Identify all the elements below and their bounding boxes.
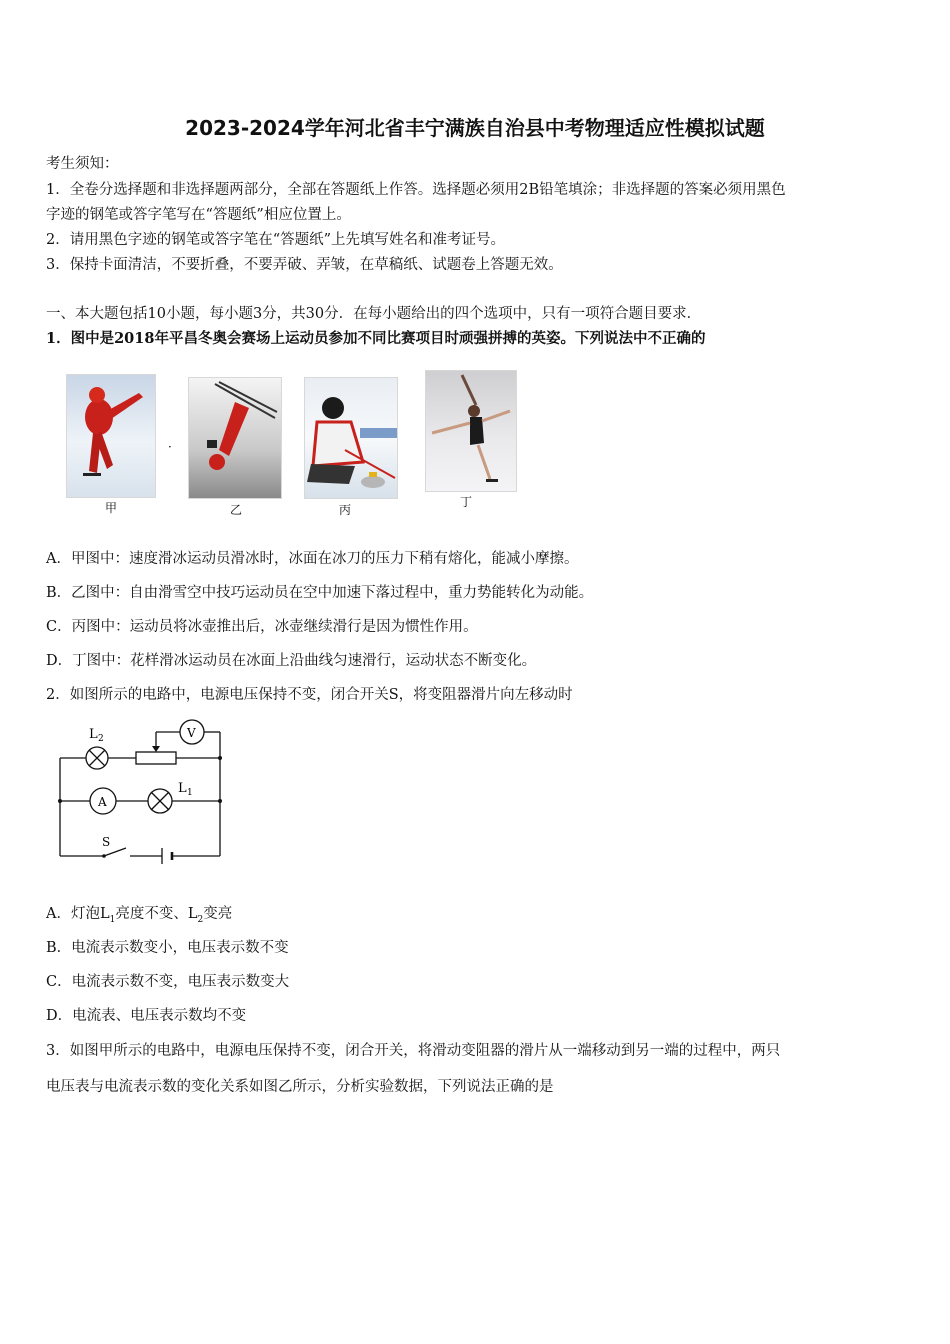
notice-item-3: 3．保持卡面清洁，不要折叠，不要弄破、弄皱，在草稿纸、试题卷上答题无效。 (46, 257, 563, 273)
speed-skater-figure (67, 375, 155, 497)
question-2-option-c[interactable]: C．电流表示数不变，电压表示数变大 (46, 974, 290, 990)
question-2-option-b[interactable]: B．电流表示数变小，电压表示数不变 (46, 940, 289, 956)
label-voltmeter: V (187, 726, 196, 740)
curler-figure (305, 378, 397, 498)
slider-arrow-icon (152, 746, 160, 752)
question-2-stem: 2．如图所示的电路中，电源电压保持不变，闭合开关S，将变阻器滑片向左移动时 (46, 687, 573, 703)
question-1-option-b[interactable]: B．乙图中：自由滑雪空中技巧运动员在空中加速下落过程中，重力势能转化为动能。 (46, 585, 594, 601)
curling-photo (304, 377, 398, 499)
battery-icon (162, 848, 172, 864)
label-switch: S (102, 835, 111, 849)
label-ammeter: A (98, 795, 107, 809)
separator-dot: · (168, 440, 172, 454)
label-l2-sub: 2 (98, 734, 104, 744)
page-title: 2023-2024学年河北省丰宁满族自治县中考物理适应性模拟试题 (185, 116, 765, 140)
caption-ding: 丁 (460, 495, 473, 509)
aerial-skiing-photo (188, 377, 282, 499)
lamp-l1-icon (148, 789, 172, 813)
question-1-stem: 1．图中是2018年平昌冬奥会赛场上运动员参加不同比赛项目时顽强拼搏的英姿。下列说法中不正确的 (46, 330, 706, 347)
caption-yi: 乙 (230, 503, 243, 517)
question-1-option-d[interactable]: D．丁图中：花样滑冰运动员在冰面上沿曲线匀速滑行，运动状态不断变化。 (46, 653, 537, 669)
label-l1: L (178, 781, 187, 796)
aerial-skier-figure (189, 378, 281, 498)
question-3-stem-line-2: 电压表与电流表示数的变化关系如图乙所示，分析实验数据，下列说法正确的是 (46, 1079, 554, 1095)
notice-item-2: 2．请用黑色字迹的钢笔或答字笔在“答题纸”上先填写姓名和准考证号。 (46, 232, 506, 248)
section-heading: 一、本大题包括10小题，每小题3分，共30分．在每小题给出的四个选项中，只有一项符合题目要求． (46, 306, 702, 322)
figure-skating-photo (425, 370, 517, 492)
notice-item-1: 1．全卷分选择题和非选择题两部分，全部在答题纸上作答。选择题必须用2B铅笔填涂；非选择题的答案必须用黑色 (46, 182, 786, 198)
question-1-option-a[interactable]: A．甲图中：速度滑冰运动员滑冰时，冰面在冰刀的压力下稍有熔化，能减小摩擦。 (46, 551, 579, 567)
notice-heading: 考生须知： (46, 156, 119, 172)
notice-item-1-cont: 字迹的钢笔或答字笔写在“答题纸”相应位置上。 (46, 207, 351, 223)
speed-skating-photo (66, 374, 156, 498)
question-2-option-d[interactable]: D．电流表、电压表示数均不变 (46, 1008, 247, 1024)
figure-skater-figure (426, 371, 516, 491)
caption-bing: 丙 (339, 503, 352, 517)
question-3-stem-line-1: 3．如图甲所示的电路中，电源电压保持不变，闭合开关，将滑动变阻器的滑片从一端移动到另一端的过程中，两只 (46, 1043, 781, 1059)
lamp-l2-icon (86, 747, 108, 769)
question-1-option-c[interactable]: C．丙图中：运动员将冰壶推出后，冰壶继续滑行是因为惯性作用。 (46, 619, 478, 635)
caption-jia: 甲 (105, 501, 118, 515)
circuit-diagram (50, 718, 240, 868)
label-l1-sub: 1 (187, 788, 193, 798)
switch-icon (102, 854, 106, 858)
label-l2: L (89, 727, 98, 742)
question-2-option-a[interactable]: A．灯泡$L_1$亮度不变、$L_2$变亮 (46, 906, 233, 925)
